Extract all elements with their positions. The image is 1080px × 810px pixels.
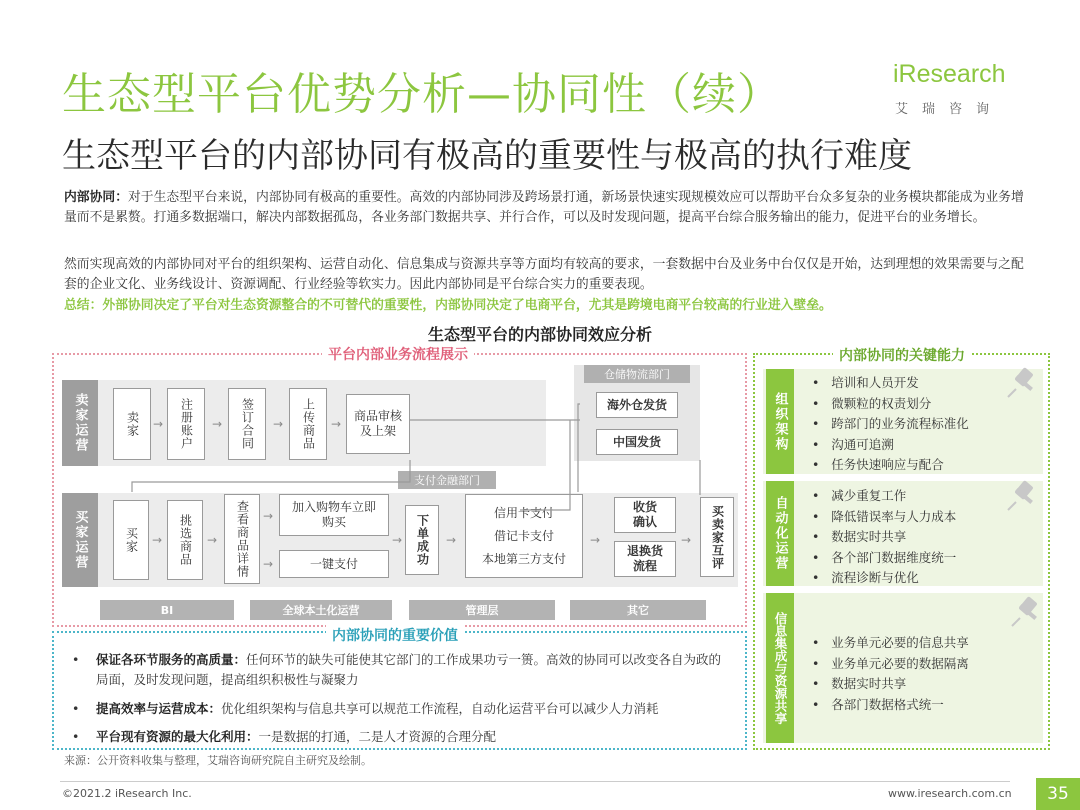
cap-item: • 数据实时共享 (812, 676, 907, 691)
cap-item-text: 流程诊断与优化 (831, 570, 919, 585)
cap-item: • 任务快速响应与配合 (812, 457, 944, 472)
chart-title: 生态型平台的内部协同效应分析 (427, 325, 652, 344)
cap-item-text: 降低错误率与人力成本 (831, 509, 957, 524)
cap-item-text: 微颗粒的权责划分 (831, 396, 932, 411)
cap-item: • 减少重复工作 (812, 488, 907, 503)
node-overseas-shipping: 海外仓发货 (596, 392, 678, 418)
cap-item: • 流程诊断与优化 (812, 570, 919, 585)
logo-cn: 艾瑞咨询 (895, 102, 1004, 117)
node-register: 注册账户 (167, 388, 205, 460)
node-upload: 上传商品 (289, 388, 327, 460)
cap-item-text: 数据实时共享 (831, 676, 907, 691)
node-return-exchange: 退换货流程 (614, 541, 676, 577)
page-number: 35 (1036, 778, 1080, 810)
node-mutual-review: 买卖家互评 (700, 497, 734, 577)
cap-item-text: 业务单元必要的信息共享 (831, 635, 969, 650)
arrow: → (590, 533, 601, 547)
cap-item: • 跨部门的业务流程标准化 (812, 416, 969, 431)
cap-item-text: 跨部门的业务流程标准化 (831, 416, 969, 431)
node-receive-confirm: 收货确认 (614, 497, 676, 533)
source-note: 来源：公开资料收集与整理，艾瑞咨询研究院自主研究及绘制。 (64, 754, 372, 767)
summary-paragraph: 总结：外部协同决定了平台对生态资源整合的不可替代的重要性，内部协同决定了电商平台，尤其是跨境电商平台较高的行业进入壁垒。 (64, 298, 832, 313)
arrow: → (273, 417, 284, 431)
cap-item: • 业务单元必要的数据隔离 (812, 656, 969, 671)
value-item-2 (72, 699, 732, 719)
cap-item: • 数据实时共享 (812, 529, 907, 544)
node-view-details: 查看商品详情 (224, 494, 260, 584)
intro-lead: 内部协同： (64, 190, 128, 205)
pin-icon (1006, 478, 1042, 512)
node-review-listing: 商品审核及上架 (346, 394, 410, 454)
cap-item: • 业务单元必要的信息共享 (812, 635, 969, 650)
arrow: → (153, 417, 164, 431)
cap-item-text: 任务快速响应与配合 (831, 457, 944, 472)
seller-row-label: 卖家运营 (62, 380, 98, 466)
value-body: 任何环节的缺失可能使其它部门的工作成果功亏一篑。高效的协同可以改变各自为政的局面，及时发现问题，提高组织积极性与凝聚力 (96, 652, 722, 687)
arrow: → (263, 557, 274, 571)
pin-icon (1010, 594, 1046, 628)
capabilities-box-label: 内部协同的关键能力 (833, 345, 971, 365)
bar-management: 管理层 (409, 600, 555, 620)
arrow: → (207, 533, 218, 547)
copyright: ©2021.2 iResearch Inc. (62, 787, 192, 800)
cap-section-info-sharing: 信息集成与资源共享 (766, 593, 794, 743)
value-lead: 保证各环节服务的高质量： (96, 652, 247, 667)
page-subtitle: 生态型平台的内部协同有极高的重要性与极高的执行难度 (62, 136, 912, 176)
value-item-1 (72, 650, 732, 690)
bullet: • (72, 652, 80, 667)
cap-section-automation: 自动化运营 (766, 481, 794, 586)
cap-item: • 微颗粒的权责划分 (812, 396, 932, 411)
cap-item: • 沟通可追溯 (812, 437, 894, 452)
arrow: → (392, 533, 403, 547)
value-box-label: 内部协同的重要价值 (326, 625, 464, 645)
node-select-goods: 挑选商品 (167, 500, 203, 580)
buyer-row-label: 买家运营 (62, 493, 98, 587)
iresearch-logo (893, 58, 1023, 118)
arrow: → (152, 533, 163, 547)
bullet: • (72, 701, 80, 716)
cap-item-text: 各部门数据格式统一 (831, 697, 944, 712)
cap-item-text: 业务单元必要的数据隔离 (831, 656, 969, 671)
cap-item: • 降低错误率与人力成本 (812, 509, 957, 524)
value-lead: 提高效率与运营成本： (96, 701, 222, 716)
cap-item: • 培训和人员开发 (812, 375, 919, 390)
arrow: → (681, 533, 692, 547)
cap-item: • 各个部门数据维度统一 (812, 550, 957, 565)
website-link[interactable]: www.iresearch.com.cn (888, 787, 1012, 800)
cap-item-text: 各个部门数据维度统一 (831, 550, 957, 565)
payment-dept: 支付金融部门 (398, 471, 496, 489)
bar-other: 其它 (570, 600, 706, 620)
value-lead: 平台现有资源的最大化利用： (96, 729, 259, 744)
intro-body: 对于生态型平台来说，内部协同有极高的重要性。高效的内部协同涉及跨场景打通，新场景快速实现规模效应可以帮助平台众多复杂的业务模块都能成为业务增量而不是累赘。打通多数据端口，解决内部数据孤岛，各业务部门数据共享、并行合作，可以及时发现问题，提高平台综合服务输出的能力，促进平台的业务增长。 (64, 190, 1024, 225)
logo-text: iResearch (893, 60, 1006, 88)
cap-item-text: 沟通可追溯 (831, 437, 894, 452)
bar-localization: 全球本土化运营 (250, 600, 392, 620)
arrow: → (263, 509, 274, 523)
cap-item-text: 培训和人员开发 (831, 375, 919, 390)
footer-divider (60, 781, 1010, 782)
pay-debit: 借记卡支付 (493, 528, 554, 543)
node-china-shipping: 中国发货 (596, 429, 678, 455)
node-cart-buy: 加入购物车立即购买 (279, 494, 389, 536)
logistics-dept: 仓储物流部门 (584, 365, 690, 383)
intro-paragraph-2: 然而实现高效的内部协同对平台的组织架构、运营自动化、信息集成与资源共享等方面均有较高的要求，一套数据中台及业务中台仅仅是开始，达到理想的效果需要与之配套的企业文化、业务线设计、资源调配、行业经验等软实力。因此内部协同是平台综合实力的重要表现。 (64, 257, 1024, 292)
node-seller: 卖家 (113, 388, 151, 460)
value-body: 优化组织架构与信息共享可以规范工作流程，自动化运营平台可以减少人力消耗 (221, 701, 659, 716)
bar-bi: BI (100, 600, 234, 620)
pay-credit: 信用卡支付 (493, 505, 554, 520)
node-one-click-pay: 一键支付 (279, 550, 389, 578)
arrow: → (212, 417, 223, 431)
arrow: → (331, 417, 342, 431)
value-body: 一是数据的打通，二是人才资源的合理分配 (258, 729, 497, 744)
node-buyer: 买家 (113, 500, 149, 580)
node-contract: 签订合同 (228, 388, 266, 460)
flow-connectors (60, 360, 750, 610)
cap-section-org: 组织架构 (766, 369, 794, 474)
cap-item-text: 数据实时共享 (831, 529, 907, 544)
pin-icon (1006, 365, 1042, 399)
value-item-3 (72, 727, 732, 747)
cap-item-text: 减少重复工作 (831, 488, 907, 503)
intro-paragraph-1 (64, 188, 1030, 227)
node-order-success: 下单成功 (405, 505, 439, 575)
arrow: → (446, 533, 457, 547)
bullet: • (72, 729, 80, 744)
page-title: 生态型平台优势分析—协同性（续） (62, 69, 782, 120)
pay-local: 本地第三方支付 (481, 551, 566, 566)
cap-item: • 各部门数据格式统一 (812, 697, 944, 712)
flow-box-label: 平台内部业务流程展示 (322, 344, 474, 364)
